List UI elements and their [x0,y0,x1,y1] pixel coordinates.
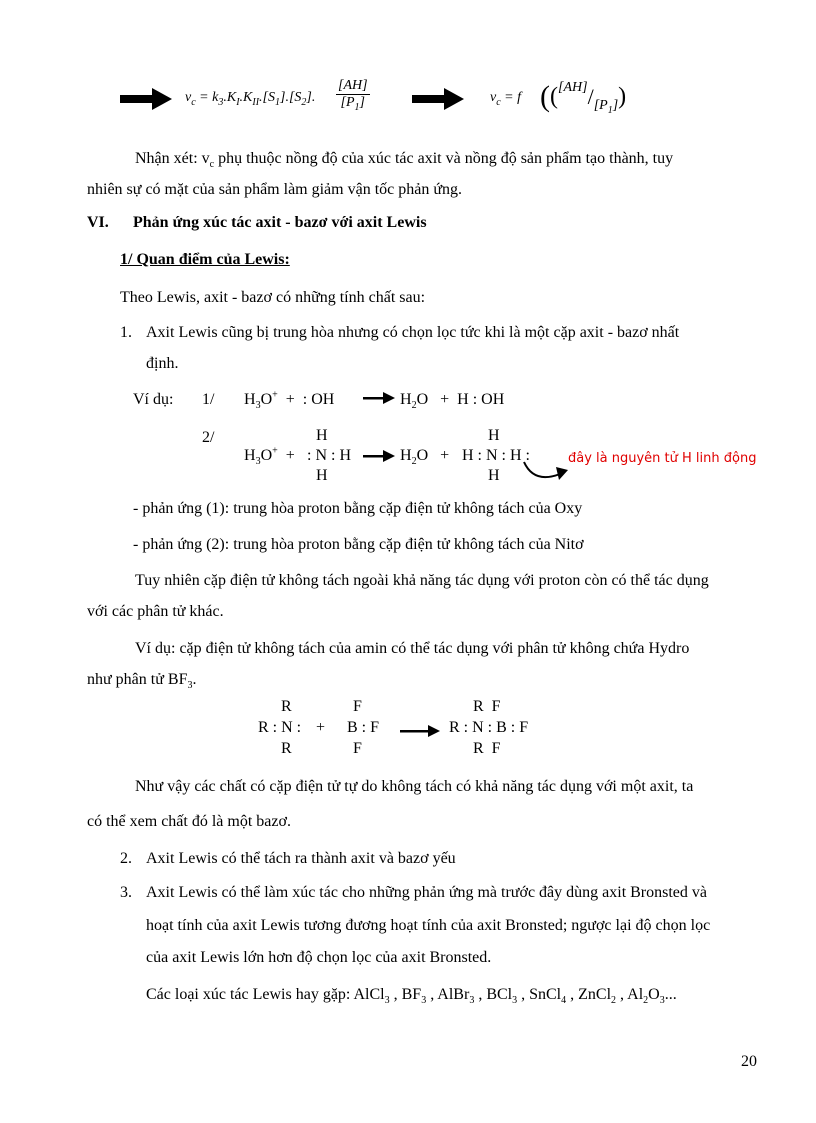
reaction-2-water: $H_2O$ + [400,447,450,468]
item2-text: Axit Lewis có thể tách ra thành axit và bazơ yếu [146,850,456,867]
reaction-arrow-icon [363,391,395,405]
para3-line-1: Ví dụ: cặp điện tử không tách của amin có thể tác dụng với phân tử không chứa Hydro [135,640,690,657]
example-label: Ví dụ: [133,391,174,408]
reaction-2-hydronium: $H_3O^+$ + [244,445,295,468]
amine-top-r: R [281,698,292,715]
reaction-arrow-icon [363,449,395,463]
item1-line-1: Axit Lewis cũng bị trung hòa nhưng có chọn lọc tức khi là một cặp axit - bazơ nhất [146,324,680,341]
ammonia-top-h: H [316,427,328,444]
reaction-1-products: $H_2O$ + H : OH [400,391,505,412]
rate-equation-fraction: $\frac{[AH]}{[P_1]}$ [338,78,368,113]
reaction-1-reactants: $H_3O^+$ + : OH [244,389,335,412]
adduct-top: R F [473,698,501,715]
ammonia-bottom-h: H [316,467,328,484]
amine-bottom-r: R [281,740,292,757]
ammonia-middle: : N : H [307,447,351,464]
example-number-1: 1/ [202,391,215,408]
curved-arrow-icon [520,456,570,486]
rate-equation-left: $v_c = k_3.K_I.K_{II}.[S_1].[S_2]$. [185,90,316,108]
bf3-middle: B : F [347,719,380,736]
mobile-hydrogen-note: đây là nguyên tử H linh động [568,451,757,466]
subheading-lewis: 1/ Quan điểm của Lewis: [120,251,290,268]
ammonium-middle: H : N : H : [462,447,530,464]
remark-line-2: nhiên sự có mặt của sản phẩm làm giảm vận tốc phản ứng. [87,181,463,198]
bf3-bottom-f: F [353,740,362,757]
lewis-catalysts-list: Các loại xúc tác Lewis hay gặp: AlCl$_3$ , $BF_3$ , AlBr$_3$ , BCl$_3$ , SnCl$_4$ , ZnCl$_2$ , $Al_2O_3$... [146,986,677,1007]
bullet-reaction-2: - phản ứng (2): trung hòa proton bằng cặp điện tử không tách của Nitơ [133,536,584,553]
para4-line-2: có thể xem chất đó là một bazơ. [87,813,291,830]
thick-arrow-icon [120,88,172,110]
para4-line-1: Như vậy các chất có cặp điện tử tự do không tách có khả năng tác dụng với một axit, ta [135,778,694,795]
adduct-middle: R : N : B : F [449,719,529,736]
item3-line-3: của axit Lewis lớn hơn độ chọn lọc của axit Bronsted. [146,949,492,966]
reaction-arrow-icon [400,724,440,738]
reaction-3-plus: + [316,719,326,736]
example-number-2: 2/ [202,429,215,446]
section-number: VI. [87,214,109,231]
item3-line-1: Axit Lewis có thể làm xúc tác cho những phản ứng mà trước đây dùng axit Bronsted và [146,884,708,901]
page-number: 20 [741,1053,757,1070]
adduct-bottom: R F [473,740,501,757]
thick-arrow-icon [412,88,464,110]
para3-line-2: như phân tử $BF_3$. [87,671,197,692]
bf3-top-f: F [353,698,362,715]
item1-line-2: định. [146,355,179,372]
ammonium-top-h: H [488,427,500,444]
item1-number: 1. [120,324,132,341]
section-title: Phản ứng xúc tác axit - bazơ với axit Lewis [133,214,427,231]
para2-line-1: Tuy nhiên cặp điện tử không tách ngoài khả năng tác dụng với proton còn có thể tác dụng [135,572,709,589]
rate-equation-right-ratio: ($([AH]/[P_1])$ [540,80,627,116]
amine-middle: R : N : [258,719,302,736]
intro-text: Theo Lewis, axit - bazơ có những tính chất sau: [120,289,426,306]
remark-line-1: Nhận xét: $v_c$ phụ thuộc nồng độ của xúc tác axit và nồng độ sản phẩm tạo thành, tuy [135,150,674,171]
item2-number: 2. [120,850,132,867]
item3-number: 3. [120,884,132,901]
ammonium-bottom-h: H [488,467,500,484]
rate-equation-right: $v_c = f$ [490,90,522,108]
item3-line-2: hoạt tính của axit Lewis tương đương hoạt tính của axit Bronsted; ngược lại độ chọn lọc [146,917,711,934]
bullet-reaction-1: - phản ứng (1): trung hòa proton bằng cặp điện tử không tách của Oxy [133,500,583,517]
para2-line-2: với các phân tử khác. [87,603,224,620]
